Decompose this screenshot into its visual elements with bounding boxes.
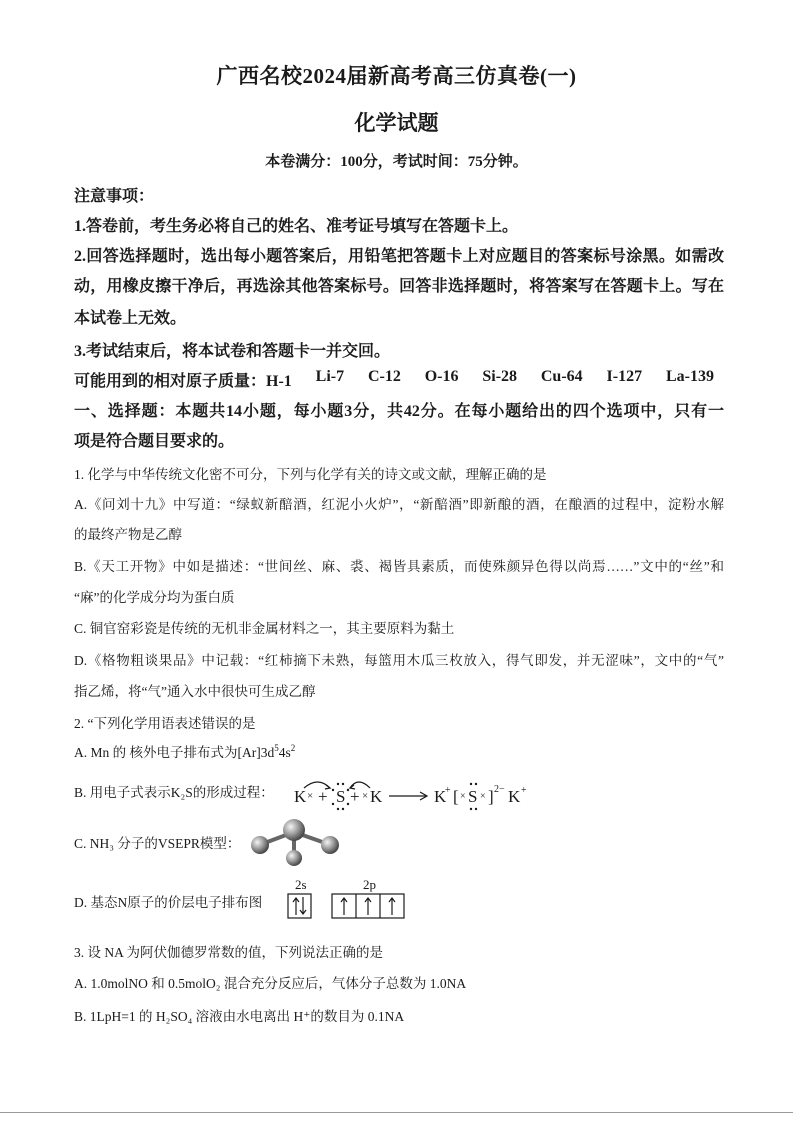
orbital-label-2p: 2p xyxy=(363,877,376,892)
vsepr-model-figure xyxy=(248,818,344,868)
notes-heading: 注意事项： xyxy=(74,188,155,205)
subject-title: 化学试题 xyxy=(354,111,439,135)
q2-option-c: C. NH₃ 分子的VSEPR模型： xyxy=(74,836,241,851)
atomic-mass-c: C-12 xyxy=(367,368,401,385)
svg-text:2−: 2− xyxy=(494,784,505,795)
q2-option-a xyxy=(74,741,724,761)
svg-text:[: [ xyxy=(453,787,459,806)
note-1: 1.答卷前，考生务必将自己的姓名、准考证号填写在答题卡上。 xyxy=(74,218,519,235)
q2-option-a-sup-1: 5 xyxy=(274,743,279,753)
note-3: 3.考试结束后，将本试卷和答题卡一并交回。 xyxy=(74,343,391,360)
svg-text:S: S xyxy=(336,787,346,806)
svg-text:+: + xyxy=(350,787,360,806)
q1-option-c: C. 铜官窑彩瓷是传统的无机非金属材料之一，其主要原料为黏土 xyxy=(74,621,455,636)
q1-stem: 1. 化学与中华传统文化密不可分，下列与化学有关的诗文或文献，理解正确的是 xyxy=(74,467,547,482)
q2-option-a-text: A. Mn 的 核外电子排布式为[Ar]3d xyxy=(74,745,275,760)
k2s-formation-diagram xyxy=(292,776,542,816)
q3-stem: 3. 设 NA 为阿伏伽德罗常数的值，下列说法正确的是 xyxy=(74,945,384,960)
q2-option-d: D. 基态N原子的价层电子排布图 xyxy=(74,895,263,910)
svg-text:+: + xyxy=(521,785,527,796)
q1-option-b-line-2: “麻”的化学成分均为蛋白质 xyxy=(74,590,235,605)
q3-option-b: B. 1LpH=1 的 H₂SO₄ 溶液由水电离出 H⁺的数目为 0.1NA xyxy=(74,1009,405,1024)
q3-option-a: A. 1.0molNO 和 0.5molO₂ 混合充分反应后，气体分子总数为 1.0NA xyxy=(74,976,467,991)
section-1-heading-line-2: 项是符合题目要求的。 xyxy=(74,433,235,450)
q1-option-d-line-1: D.《格物粗谈果品》中记载：“红柿摘下未熟，每篮用木瓜三枚放入，得气即发，并无涩味”，文中的“气” xyxy=(74,653,724,668)
note-2-line-1: 2.回答选择题时，选出每小题答案后，用铅笔把答题卡上对应题目的答案标号涂黑。如需改 xyxy=(74,248,724,265)
svg-text:K: K xyxy=(508,787,521,806)
atomic-mass-i: I-127 xyxy=(606,368,643,385)
atomic-mass-si: Si-28 xyxy=(482,368,518,385)
svg-text:×: × xyxy=(480,791,486,802)
atomic-mass-li: Li-7 xyxy=(315,368,345,385)
atomic-masses-label: 可能用到的相对原子质量：H-1 xyxy=(74,373,292,390)
svg-text:]: ] xyxy=(488,787,494,806)
atomic-mass-la: La-139 xyxy=(665,368,714,385)
section-1-heading-line-1: 一、选择题：本题共14小题，每小题3分，共42分。在每小题给出的四个选项中，只有一 xyxy=(74,403,724,420)
score-time-info: 本卷满分：100分，考试时间：75分钟。 xyxy=(265,154,528,170)
svg-text:×: × xyxy=(307,790,314,802)
q1-option-d-line-2: 指乙烯，将“气”通入水中很快可生成乙醇 xyxy=(74,684,316,699)
q1-option-b-line-1: B.《天工开物》中如是描述：“世间丝、麻、裘、褐皆具素质，而使殊颜异色得以尚焉……”文中的“丝”和 xyxy=(74,559,724,574)
svg-text:K: K xyxy=(294,787,307,806)
q2-option-a-mid: 4s xyxy=(278,745,291,760)
orbital-diagram xyxy=(285,877,410,923)
svg-text:K: K xyxy=(434,787,447,806)
atomic-mass-o: O-16 xyxy=(424,368,459,385)
q2-option-a-sup-2: 2 xyxy=(290,743,296,753)
note-2-line-2: 动，用橡皮擦干净后，再选涂其他答案标号。回答非选择题时，将答案写在答题卡上。写在 xyxy=(74,278,724,295)
atomic-masses-line xyxy=(74,368,724,391)
q1-option-a-line-2: 的最终产物是乙醇 xyxy=(74,527,182,542)
svg-text:×: × xyxy=(362,790,369,802)
svg-text:+: + xyxy=(318,787,328,806)
svg-text:S: S xyxy=(468,787,478,806)
exam-title: 广西名校2024届新高考高三仿真卷(一) xyxy=(216,64,577,88)
svg-text:+: + xyxy=(445,785,451,796)
orbital-label-2s: 2s xyxy=(295,877,307,892)
svg-text:K: K xyxy=(370,787,383,806)
q2-option-b: B. 用电子式表示K₂S的形成过程： xyxy=(74,785,274,800)
q2-stem: 2. “下列化学用语表述错误的是 xyxy=(74,716,256,731)
page-bottom-divider xyxy=(0,1112,793,1113)
atomic-mass-cu: Cu-64 xyxy=(540,368,583,385)
orbital-box-2s xyxy=(288,894,311,918)
svg-text:×: × xyxy=(460,791,466,802)
q1-option-a-line-1: A.《问刘十九》中写道：“绿蚁新醅酒，红泥小火炉”，“新醅酒”即新酿的酒，在酿酒的过程中，淀粉水解 xyxy=(74,497,724,512)
note-2-line-3: 本试卷上无效。 xyxy=(74,310,187,327)
